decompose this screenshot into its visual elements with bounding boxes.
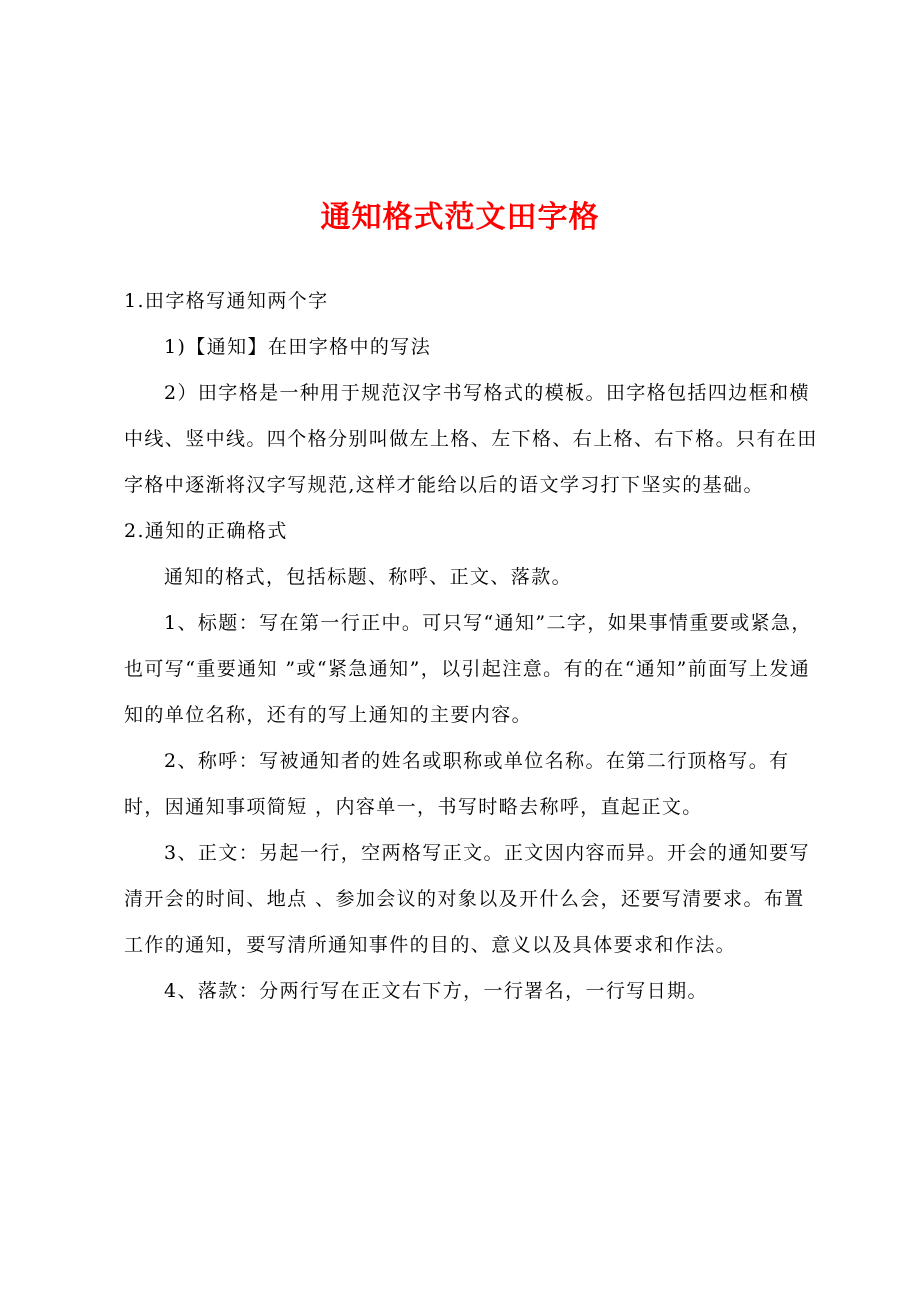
section-heading-2: 2.通知的正确格式 bbox=[124, 520, 288, 542]
paragraph-2-salutation: 2、称呼：写被通知者的姓名或职称或单位名称。在第二行顶格写。有时，因通知事项简短 ，内容单一，书写时略去称呼，直起正文。 bbox=[124, 750, 790, 818]
paragraph-2-signature: 4、落款：分两行写在正文右下方，一行署名，一行写日期。 bbox=[164, 980, 708, 1002]
paragraph-1-1: 1)【通知】在田字格中的写法 bbox=[164, 336, 432, 358]
paragraph-1-2: 2）田字格是一种用于规范汉字书写格式的模板。田字格包括四边框和横中线、竖中线。四个格分别叫做左上格、左下格、右上格、右下格。只有在田字格中逐渐将汉字写规范,这样才能给以后的语文学习打下坚实的基础。 bbox=[124, 382, 818, 496]
document-body bbox=[124, 278, 820, 1014]
paragraph-2-body: 3、正文：另起一行，空两格写正文。正文因内容而异。开会的通知要写清开会的时间、地点 、参加会议的对象以及开什么会，还要写清要求。布置工作的通知，要写清所通知事件的目的、意义以及具体要求和作法。 bbox=[124, 842, 810, 956]
paragraph-2-intro: 通知的格式，包括标题、称呼、正文、落款。 bbox=[164, 566, 573, 588]
paragraph-2-title: 1、标题：写在第一行正中。可只写“通知”二字，如果事情重要或紧急，也可写“重要通知 ”或“紧急通知”，以引起注意。有的在“通知”前面写上发通知的单位名称，还有的写上通知的主要内容。 bbox=[124, 612, 812, 726]
section-heading-1: 1.田字格写通知两个字 bbox=[124, 290, 329, 312]
document-title: 通知格式范文田字格 bbox=[320, 200, 600, 235]
